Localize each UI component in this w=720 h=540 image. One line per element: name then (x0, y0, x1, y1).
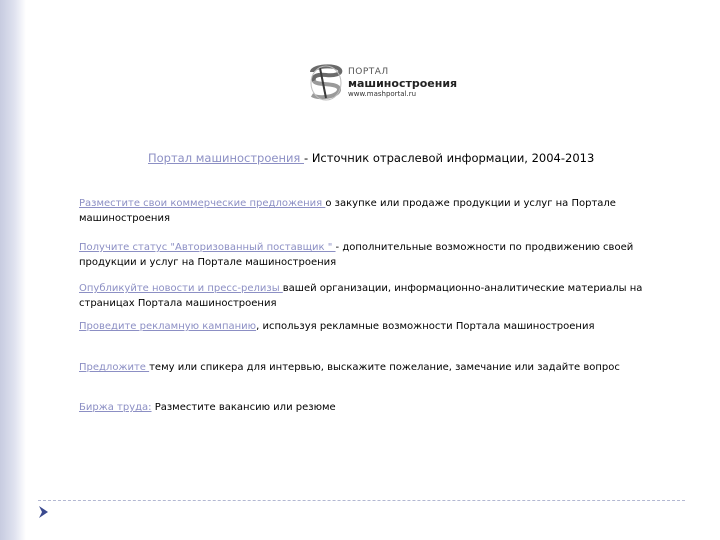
offers-link[interactable]: Разместите свои коммерческие предложения (79, 198, 326, 209)
list-item (79, 400, 679, 415)
ad-campaign-link[interactable]: Проведите рекламную кампанию (79, 321, 257, 332)
list-item (79, 281, 679, 311)
logo-title-line1: ПОРТАЛ (348, 67, 389, 77)
headline-text: - Источник отраслевой информации, 2004-2013 (304, 151, 595, 165)
item-text: - дополнительные возможности по продвижению своей продукции и услуг на Портале машиностроения (79, 242, 634, 268)
item-text: о закупке или продаже продукции и услуг на Портале машиностроения (79, 198, 616, 224)
list-item (79, 360, 679, 375)
suggest-topic-link[interactable]: Предложите (79, 362, 150, 373)
list-item (79, 240, 679, 270)
publish-news-link[interactable]: Опубликуйте новости и пресс-релизы (79, 283, 283, 294)
headline (148, 151, 668, 165)
item-text: тему или спикера для интервью, выскажите пожелание, замечание или задайте вопрос (149, 362, 620, 373)
footer-divider (38, 500, 685, 501)
logo-emblem-icon (306, 62, 346, 104)
portal-logo (306, 62, 456, 104)
headline-link[interactable]: Портал машиностроения (148, 151, 305, 165)
job-exchange-link[interactable]: Биржа труда: (79, 402, 152, 413)
logo-title-line2: машиностроения (348, 77, 458, 90)
list-item (79, 196, 679, 226)
authorized-supplier-link[interactable]: Получите статус "Авторизованный поставщик " (79, 242, 336, 253)
list-item (79, 319, 679, 334)
item-text: вашей организации, информационно-аналитические материалы на страницах Портала машиностроения (79, 283, 643, 309)
item-text: Разместите вакансию или резюме (151, 402, 336, 413)
item-text: , используя рекламные возможности Портала машиностроения (256, 321, 595, 332)
left-decorative-band (0, 0, 26, 540)
logo-url: www.mashportal.ru (348, 90, 417, 98)
slide-bullet-icon (36, 505, 50, 519)
